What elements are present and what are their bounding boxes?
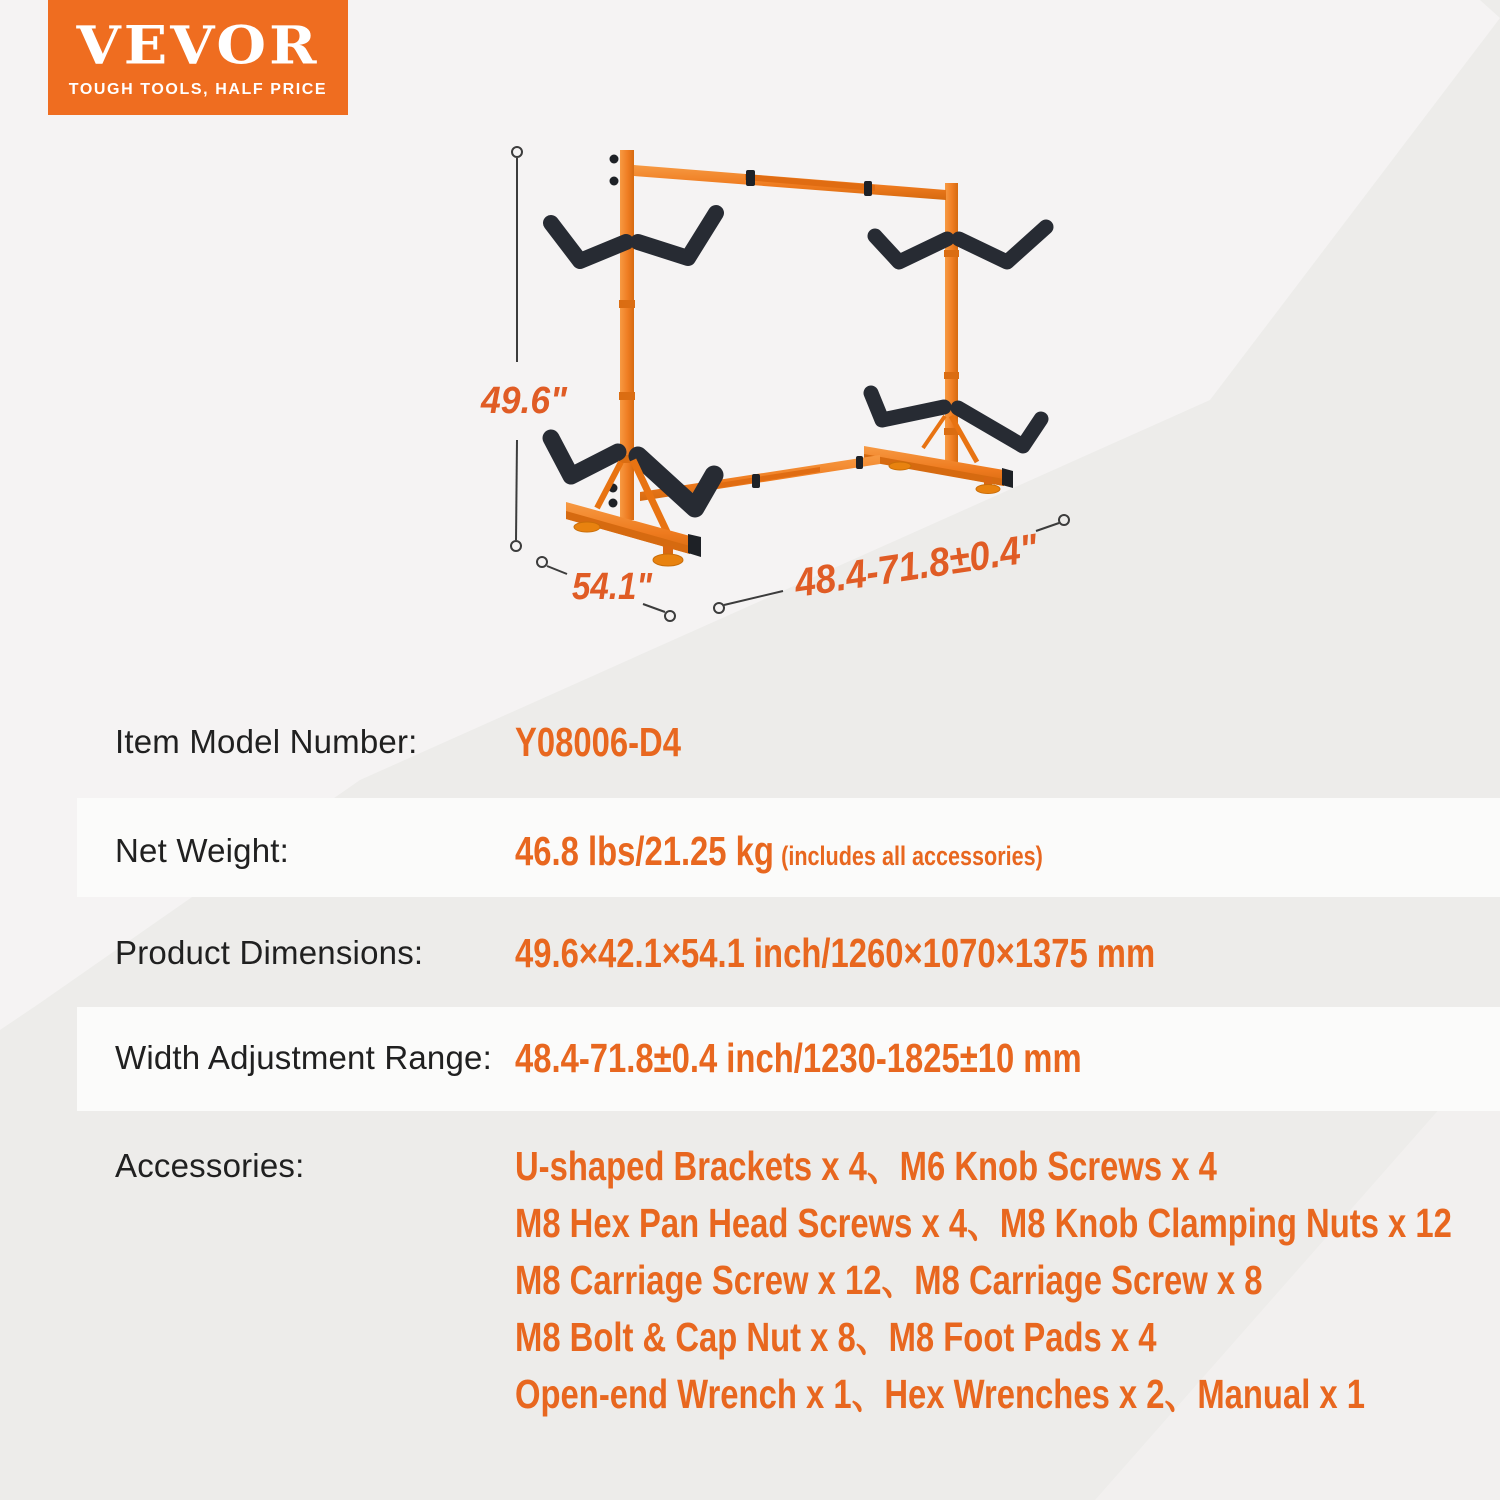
spec-value — [515, 1034, 1223, 1082]
spec-value — [515, 929, 1315, 977]
model-number: Y08006-D4 — [515, 719, 681, 765]
accessory-line: M8 Hex Pan Head Screws x 4、M8 Knob Clamping Nuts x 12 — [515, 1200, 1452, 1246]
spec-label: Product Dimensions: — [115, 934, 424, 971]
spec-row-width-range — [0, 1034, 1500, 1082]
spec-value — [515, 827, 1175, 875]
spec-label: Accessories: — [115, 1147, 305, 1184]
net-weight-note: (includes all accessories) — [781, 841, 1043, 871]
spec-label: Item Model Number: — [115, 723, 418, 760]
dimension-height-label: 49.6" — [480, 380, 568, 422]
accessory-line: U-shaped Brackets x 4、M6 Knob Screws x 4 — [515, 1143, 1217, 1189]
dimensions-value: 49.6×42.1×54.1 inch/1260×1070×1375 mm — [515, 930, 1156, 976]
dimension-depth-label: 54.1" — [572, 566, 653, 608]
net-weight-value: 46.8 lbs/21.25 kg — [515, 828, 774, 874]
rack-top-crossbar — [634, 165, 946, 200]
spec-label: Net Weight: — [115, 832, 289, 869]
dimension-width-label: 48.4-71.8±0.4" — [791, 523, 1061, 606]
accessory-line: M8 Bolt & Cap Nut x 8、M8 Foot Pads x 4 — [515, 1314, 1157, 1360]
accessory-line: M8 Carriage Screw x 12、M8 Carriage Screw x 8 — [515, 1257, 1263, 1303]
vevor-logo — [48, 0, 348, 115]
spec-row-dimensions — [0, 929, 1500, 977]
spec-label: Width Adjustment Range: — [115, 1039, 492, 1076]
brand-name: VEVOR — [76, 14, 320, 76]
brand-tagline: TOUGH TOOLS, HALF PRICE — [68, 80, 328, 98]
spec-value — [515, 718, 722, 766]
spec-row-model — [0, 718, 1500, 766]
width-range-value: 48.4-71.8±0.4 inch/1230-1825±10 mm — [515, 1035, 1082, 1081]
accessory-line: Open-end Wrench x 1、Hex Wrenches x 2、Manual x 1 — [515, 1371, 1366, 1417]
accessories-list — [515, 1138, 1500, 1423]
product-figure — [420, 130, 1120, 670]
foam-arms-top-right — [875, 227, 1046, 262]
spec-row-net-weight — [0, 827, 1500, 875]
